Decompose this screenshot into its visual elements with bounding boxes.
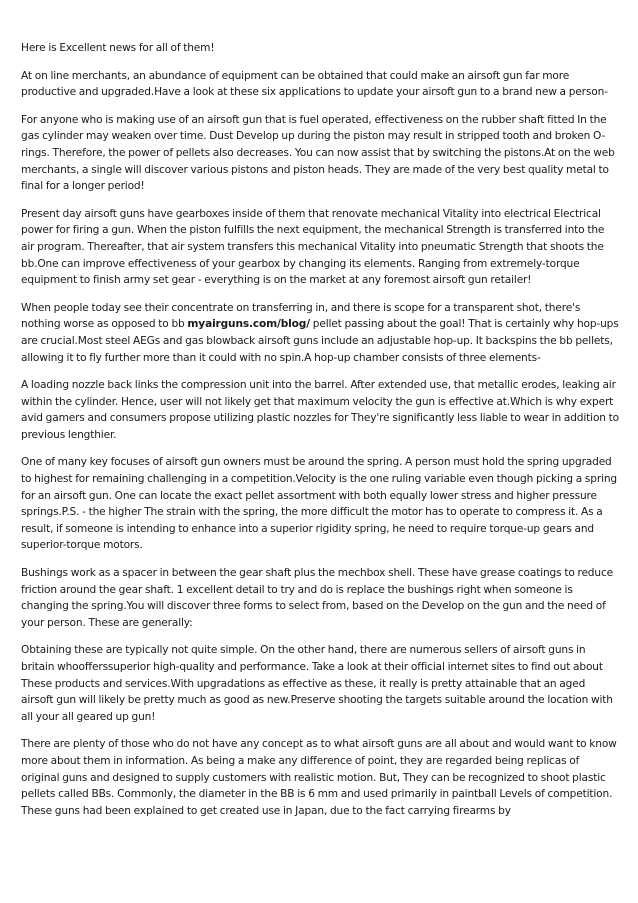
paragraph-bushings: Bushings work as a spacer in between the gear shaft plus the mechbox shell. These have grease coatings to reduce friction around the gear shaft. 1 excellent detail to try and do is replace the bushings right when someone is changing the spring.You will discover three forms to select from, based on the Develop on the gun and the need of your person. These are generally: [21,567,613,629]
paragraph-overview: There are plenty of those who do not have any concept as to what airsoft guns are all about and would want to know more about them in information. As being a make any difference of point, they are regarded being replicas of original guns and designed to supply customers with realistic motion. But, They can be recognized to shoot plastic pellets called BBs. Commonly, the diameter in the BB is 6 mm and used primarily in paintball Levels of competition. These guns had been explained to get created use in Japan, due to the fact carrying firearms by [21,738,617,817]
paragraph-spring: One of many key focuses of airsoft gun owners must be around the spring. A person must hold the spring upgraded to highest for remaining challenging in a competition.Velocity is the one ruling variable even though picking a spring for an airsoft gun. One can locate the exact pellet assortment with both equally lower stress and higher pressure springs.P.S. - the higher The strain with the spring, the more difficult the motor has to operate to compress it. As a result, if someone is intending to enhance into a superior rigidity spring, he need to require torque-up gears and superior-torque motors. [21,456,618,552]
blog-link[interactable]: myairguns.com/blog/ [187,318,310,331]
paragraph-intro: Here is Excellent news for all of them! [21,42,215,54]
hopup-text-after: pellet passing about the goal! That is certainly why hop-ups are crucial.Most steel AEGs and gas blowback airsoft guns include an adjustable hop-up. It backspins the bb pellets, allowing it to fly further more than it could with no spin.A hop-up chamber consists of three elements- [21,318,619,364]
paragraph-gearbox: Present day airsoft guns have gearboxes inside of them that renovate mechanical Vitality into electrical Electrical power for firing a gun. When the piston fulfills the next equipment, the mechanical Strength is transferred into the air program. Thereafter, that air system transfers this mechanical Vitality into pneumatic Strength that shoots the bb.One can improve effectiveness of your gearbox by changing its elements. Ranging from extremely-torque equipment to finish army set gear - everything is on the market at any foremost airsoft gun retailer! [21,207,605,287]
paragraph-pistons: For anyone who is making use of an airsoft gun that is fuel operated, effectiveness on the rubber shaft fitted In the gas cylinder may weaken over time. Dust Develop up during the piston may result in stripped tooth and broken O-rings. Therefore, the power of pellets also decreases. You can now assist that by switching the pistons.At on the web merchants, a single will discover various pistons and piston heads. They are made of the very best quality metal to final for a longer period! [21,113,615,193]
paragraph-hopup [21,300,619,366]
hopup-text-before: When people today see their concentrate on transferring in, and there is scope for a transparent shot, there's nothing worse as opposed to bb [21,301,581,331]
document-body [21,40,619,830]
paragraph-merchants: At on line merchants, an abundance of equipment can be obtained that could make an airsoft gun far more productive and upgraded.Have a look at these six applications to update your airsoft gun to a brand new a person- [21,69,608,99]
paragraph-nozzle: A loading nozzle back links the compression unit into the barrel. After extended use, that metallic erodes, leaking air within the cylinder. Hence, user will not likely get that maximum velocity the gun is effective at.Which is why expert avid gamers and consumers propose utilizing plastic nozzles for They're significantly less liable to wear in addition to previous lengthier. [21,379,620,441]
paragraph-sellers: Obtaining these are typically not quite simple. On the other hand, there are numerous sellers of airsoft guns in britain whoofferssuperior high-quality and performance. Take a look at their official internet sites to find out about These products and services.With upgradations as effective as these, it really is pretty attainable that an aged airsoft gun will likely be pretty much as good as new.Preserve shooting the targets suitable around the location with all your all geared up gun! [21,644,613,723]
